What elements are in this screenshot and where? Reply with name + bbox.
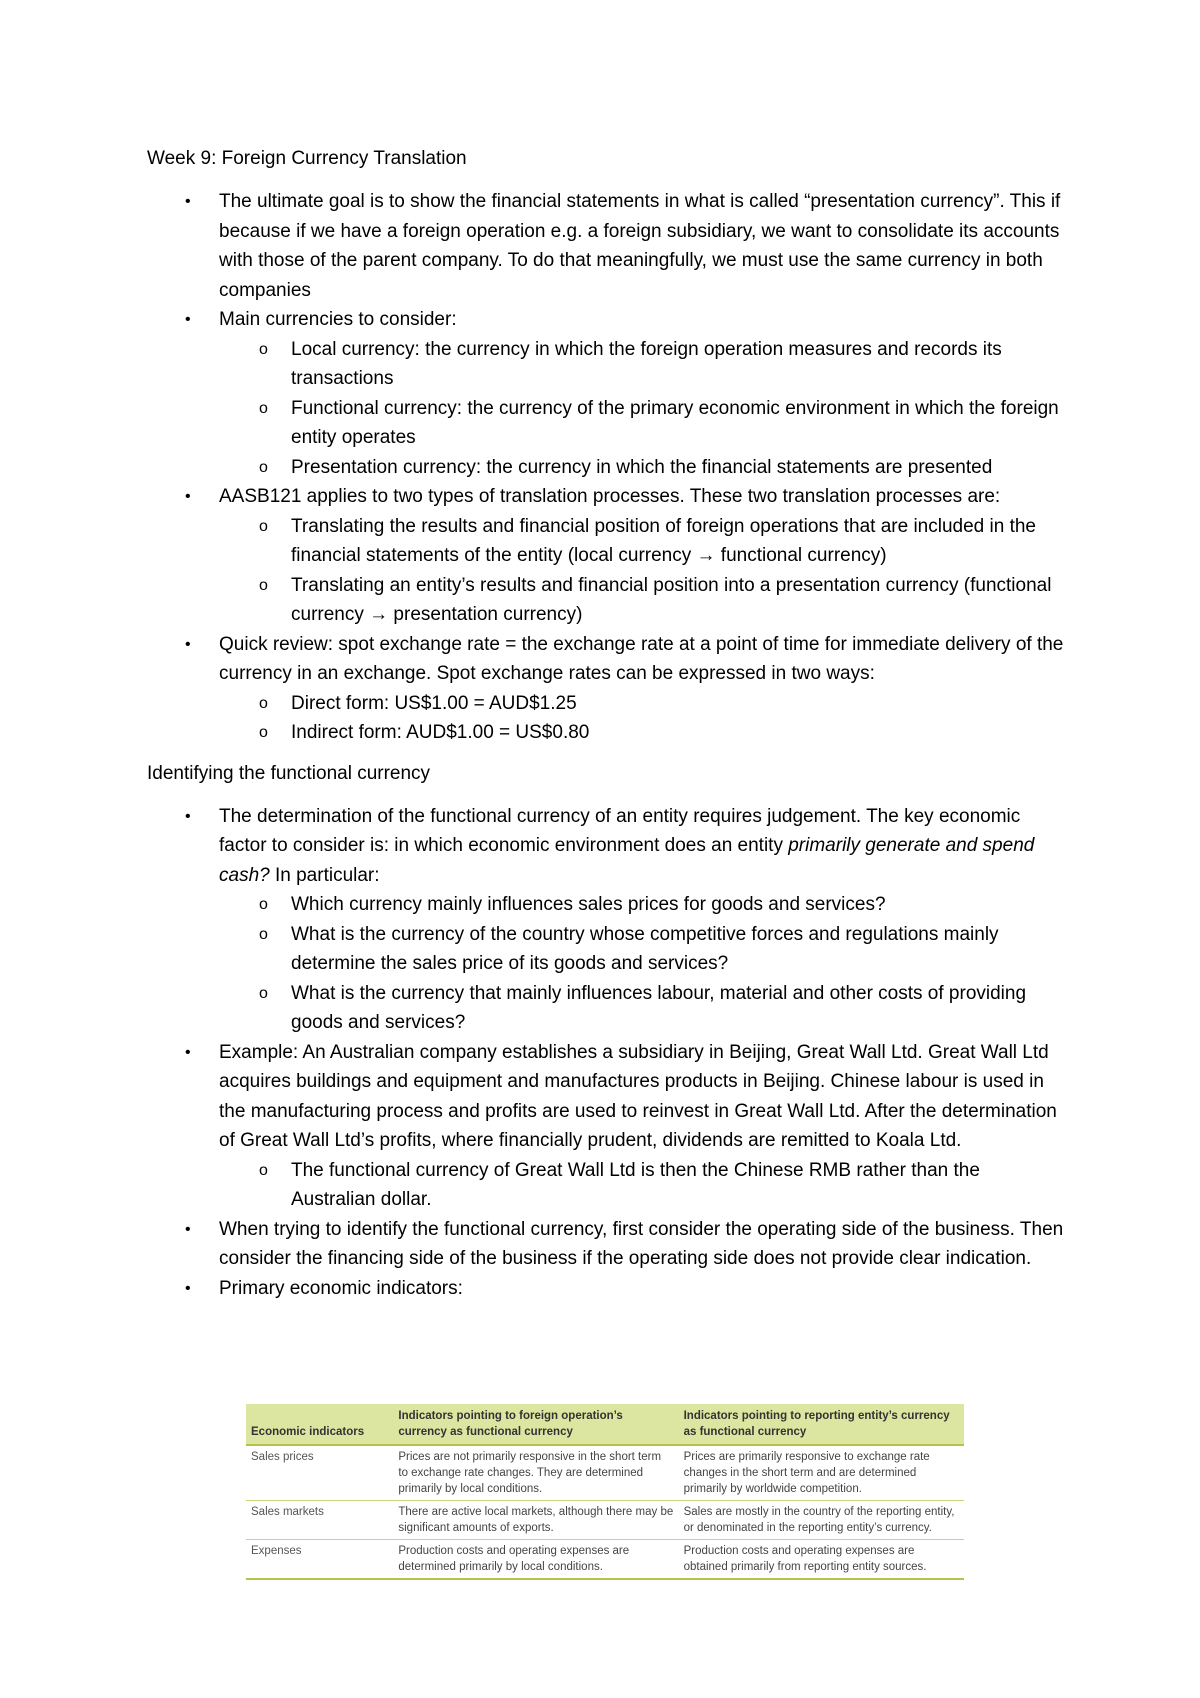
bullet-icon: • [185,1043,191,1061]
sub-bullet-icon: o [259,724,268,741]
sub-bullet-icon: o [259,576,268,594]
section-heading: Identifying the functional currency [147,762,431,784]
sub-list [219,890,1067,1038]
right-arrow-icon: → [369,604,389,625]
sub-bullet-icon: o [259,399,268,417]
table-row [246,1540,964,1580]
sub-bullet-icon: o [259,1161,268,1179]
sub-list-item: o Presentation currency: the currency in which the financial statements are presented [219,453,1067,483]
table-row [246,1501,964,1540]
list-item: • Example: An Australian company establishes a subsidiary in Beijing, Great Wall Ltd. Great Wall Ltd acquires buildings and equipment and manufactures products in Beijing. Chinese labour is used in the manufacturing process and profits are used to reinvest in Great Wall Ltd. After the determination of Great Wall Ltd’s profits, where financially prudent, dividends are remitted to Koala Ltd. o The functional currency of Great Wall Ltd is then the Chinese RMB rather than the Australian dollar. [147,1038,1067,1215]
sub-list-item: o Direct form: US$1.00 = AUD$1.25 [219,689,1067,719]
bullet-icon: • [185,1220,191,1238]
list-item: • Primary economic indicators: [147,1274,1067,1304]
table-header-cell: Indicators pointing to reporting entity’s currency as functional currency [679,1404,964,1445]
list-item: • The ultimate goal is to show the financial statements in what is called “presentation currency”. This if because if we have a foreign operation e.g. a foreign subsidiary, we want to consolidate its accounts with those of the parent company. To do that meaningfully, we must use the same currency in both companies [147,187,1067,305]
list-item: • AASB121 applies to two types of translation processes. These two translation processes are: o Translating the results and financial position of foreign operations that are included in the financial statements of the entity (local currency → functional currency) o Translating an entity’s results and financial position into a presentation currency (functional currency → presentation currency) [147,482,1067,630]
sub-list-item: o What is the currency that mainly influences labour, material and other costs of providing goods and services? [219,979,1067,1038]
sub-list-item: o Translating an entity’s results and financial position into a presentation currency (functional currency → presentation currency) [219,571,1067,630]
sub-list-item: o Translating the results and financial position of foreign operations that are included in the financial statements of the entity (local currency → functional currency) [219,512,1067,571]
bullet-icon: • [185,311,191,328]
sub-list-item: o Functional currency: the currency of the primary economic environment in which the foreign entity operates [219,394,1067,453]
table-header-cell: Indicators pointing to foreign operation’s currency as functional currency [393,1404,678,1445]
list-item: • Main currencies to consider: o Local currency: the currency in which the foreign operation measures and records its transactions o Functional currency: the currency of the primary economic environment in which the foreign entity operates o Presentation currency: the currency in which the financial statements are presented [147,305,1067,482]
sub-list-item: o Which currency mainly influences sales prices for goods and services? [219,890,1067,920]
table-cell: Production costs and operating expenses are obtained primarily from reporting entity sources. [679,1540,964,1580]
bullet-icon: • [185,635,191,653]
table-cell: Sales are mostly in the country of the reporting entity, or denominated in the reporting entity’s currency. [679,1501,964,1540]
sub-list-item: o Local currency: the currency in which the foreign operation measures and records its transactions [219,335,1067,394]
sub-list-item: o Indirect form: AUD$1.00 = US$0.80 [219,718,1067,748]
document-body [147,145,1067,1303]
table-cell: Sales markets [246,1501,393,1540]
bullet-icon: • [185,488,191,505]
sub-bullet-icon: o [259,340,268,358]
section2-list [147,802,1067,1304]
sub-bullet-icon: o [259,517,268,535]
sub-list [219,689,1067,748]
sub-list [219,335,1067,483]
sub-bullet-icon: o [259,458,268,476]
list-item: • The determination of the functional currency of an entity requires judgement. The key economic factor to consider is: in which economic environment does an entity primarily generate and spend cash? In particular: o Which currency mainly influences sales prices for goods and services? o What is the currency of the country whose competitive forces and regulations mainly determine the sales price of its goods and services? o What is the currency that mainly influences labour, material and other costs of providing goods and services? [147,802,1067,1038]
right-arrow-icon: → [696,545,716,566]
bullet-icon: • [185,1279,191,1297]
sub-bullet-icon: o [259,896,268,913]
table-cell: There are active local markets, although there may be significant amounts of exports. [393,1501,678,1540]
economic-indicators-table [246,1404,964,1580]
economic-indicators-table-image [246,1404,964,1580]
list-item: • Quick review: spot exchange rate = the exchange rate at a point of time for immediate delivery of the currency in an exchange. Spot exchange rates can be expressed in two ways: o Direct form: US$1.00 = AUD$1.25 o Indirect form: AUD$1.00 = US$0.80 [147,630,1067,748]
bullet-icon: • [185,807,191,825]
list-item: • When trying to identify the functional currency, first consider the operating side of the business. Then consider the financing side of the business if the operating side does not provide clear indication. [147,1215,1067,1274]
table-cell: Prices are not primarily responsive in the short term to exchange rate changes. They are determined primarily by local conditions. [393,1445,678,1501]
sub-bullet-icon: o [259,984,268,1002]
table-row [246,1445,964,1501]
bullet-icon: • [185,193,191,210]
table-header-cell: Economic indicators [246,1404,393,1445]
sub-list-item: o The functional currency of Great Wall Ltd is then the Chinese RMB rather than the Australian dollar. [219,1156,1067,1215]
section1-list [147,187,1067,748]
sub-bullet-icon: o [259,694,268,712]
sub-bullet-icon: o [259,925,268,943]
sub-list [219,512,1067,630]
sub-list [219,1156,1067,1215]
table-cell: Sales prices [246,1445,393,1501]
table-header-row [246,1404,964,1445]
page-title: Week 9: Foreign Currency Translation [147,148,467,169]
sub-list-item: o What is the currency of the country whose competitive forces and regulations mainly determine the sales price of its goods and services? [219,920,1067,979]
table-cell: Expenses [246,1540,393,1580]
table-cell: Prices are primarily responsive to exchange rate changes in the short term and are determined primarily by worldwide competition. [679,1445,964,1501]
table-cell: Production costs and operating expenses are determined primarily by local conditions. [393,1540,678,1580]
